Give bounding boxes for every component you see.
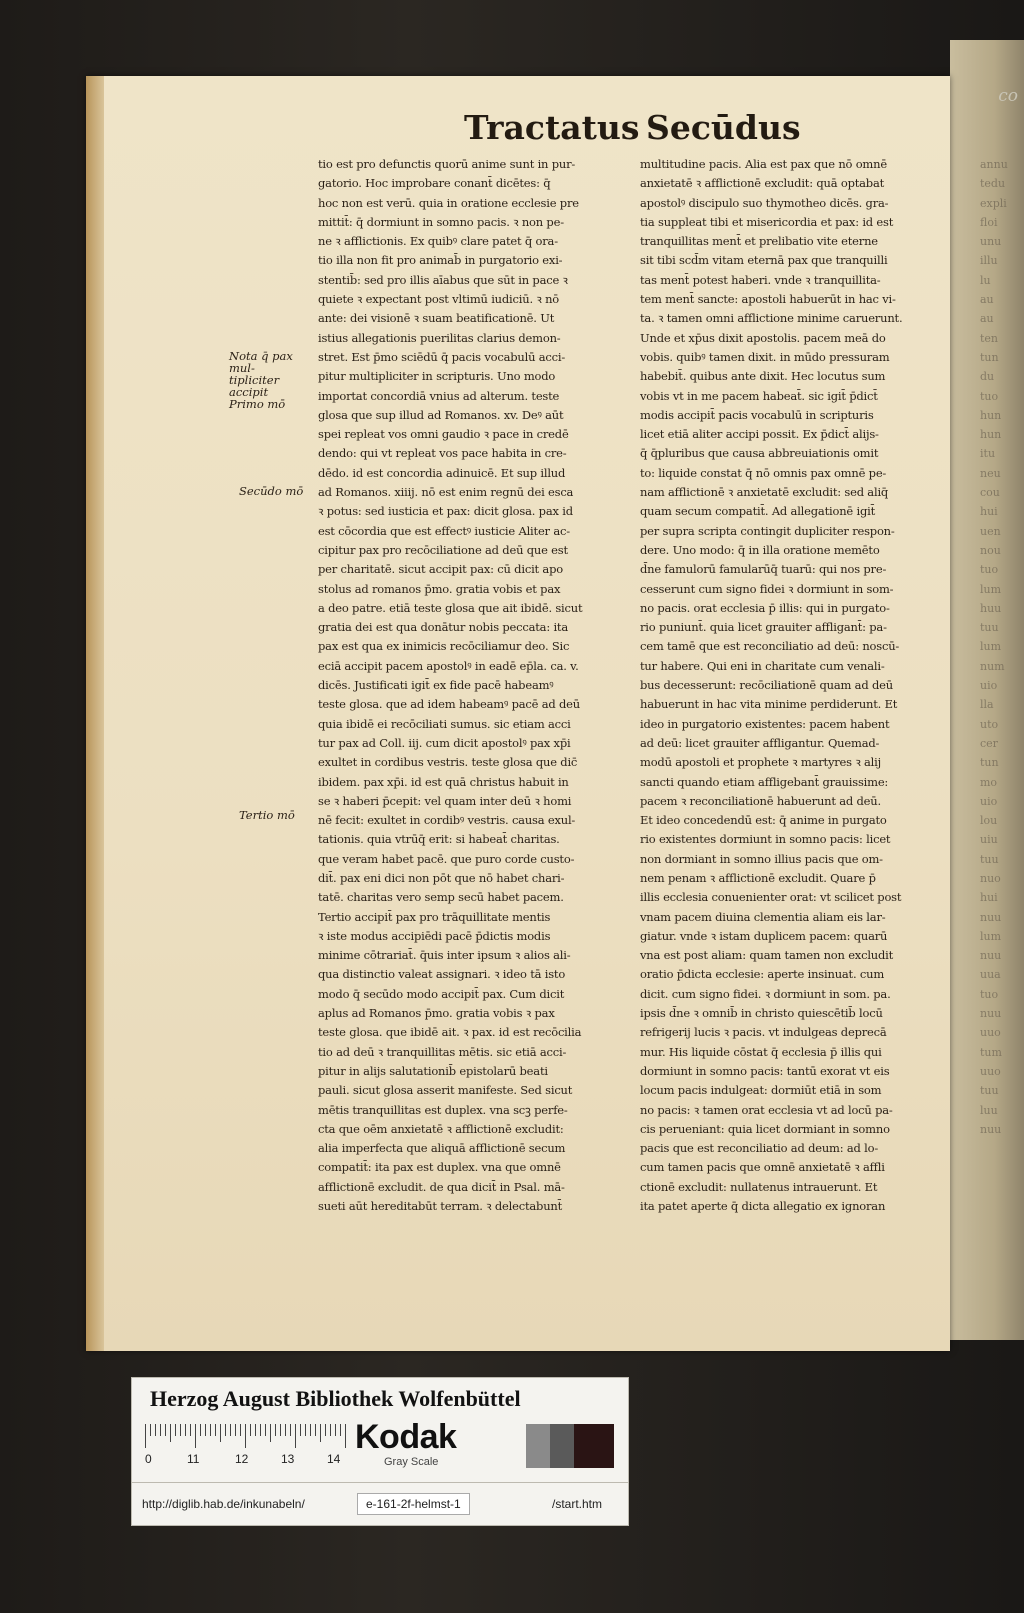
- ruler-scale: [145, 1424, 345, 1448]
- ruler-tick: [295, 1424, 296, 1448]
- ruler-tick: [330, 1424, 331, 1436]
- page-spine-shadow: [86, 76, 104, 1351]
- ruler-tick: [230, 1424, 231, 1436]
- url-base[interactable]: http://diglib.hab.de/inkunabeln/: [142, 1497, 305, 1511]
- ruler-tick: [185, 1424, 186, 1436]
- ruler-tick: [205, 1424, 206, 1436]
- kodak-logo: Kodak: [355, 1418, 457, 1456]
- ruler-tick: [315, 1424, 316, 1436]
- ruler-tick: [275, 1424, 276, 1436]
- gray-scale-label: Gray Scale: [384, 1456, 439, 1468]
- ruler-tick: [170, 1424, 171, 1442]
- ruler-tick: [165, 1424, 166, 1436]
- url-bar: [132, 1482, 628, 1526]
- ruler-tick: [150, 1424, 151, 1436]
- ruler-tick: [325, 1424, 326, 1436]
- ruler-tick: [195, 1424, 196, 1448]
- ruler-tick: [220, 1424, 221, 1442]
- ruler-tick: [200, 1424, 201, 1436]
- running-head: [464, 108, 904, 152]
- ruler-tick: [335, 1424, 336, 1436]
- text-column-right: [640, 155, 940, 1216]
- margin-note-2: Secūdo mō: [239, 484, 304, 498]
- ruler-tick: [280, 1424, 281, 1436]
- right-column-text: multitudine pacis. Alia est pax que nō omnē anxietatē ꝛ afflictionē excludit: quā optabat apostolꝰ discipulo suo thymotheo dicēs. gra- tia suppleat tibi et misericordia et pax: id est tranquillitas ment̄ et prelibatio vite eterne sit tibi scd̄m vitam eternā pax que tranquilli tas ment̄ potest haberi. vnde ꝛ tranquillita- tem ment̄ sancte: apostoli habuerūt in hac vi- ta. ꝛ tamen omni afflictione minime caruerunt. Unde et xp̄us dixit apostolis. pacem meā do vobis. quibꝰ tamen dixit. in mūdo pressuram habebit̄. quibus ante dixit. Hec locutus sum vobis vt in me pacem habeat̄. sic igit̄ p̄dict̄ modis accipit̄ pacis vocabulū in scripturis licet etiā aliter accipi possit. Ex p̄dict̄ alijs- q̄ q̄pluribus que causa abbreuiationis omit to: liquide constat q̄ nō omnis pax omnē pe- nam afflictionē ꝛ anxietatē excludit: sed aliq̄ quam secum compatit̄. Ad allegationē igit̄ per supra scripta contingit dupliciter respon- dere. Uno modo: q̄ in illa oratione memēto d̄ne famulorū famularūq̄ tuarū: qui nos pre- cesserunt cum signo fidei ꝛ dormiunt in som- no pacis. orat ecclesia p̄ illis: qui in purgato- rio puniunt̄. quia licet grauiter affligant̄: pa- cem tamē que est reconciliatio ad deū: noscū- tur habere. Qui eni in charitate cum venali- bus decesserunt: recōciliationē quam ad deū habuerunt in hac vita minime perdiderunt. Et ideo in purgatorio existentes: pacem habent ad deū: licet grauiter affligantur. Quemad- modū apostoli et prophete ꝛ martyres ꝛ alij sancti quando etiam affligebant̄ grauissime: pacem ꝛ reconciliationē habuerunt ad deū. Et ideo concedendū est: q̄ anime in purgato rio existentes dormiunt in somno pacis: licet non dormiant in somno illius pacis que om- nem penam ꝛ afflictionē excludit. Quare p̄ illis ecclesia conuenienter orat: vt scilicet post vnam pacem diuina clementia aliam eis lar- giatur. vnde ꝛ istam duplicem pacem: quarū vna est post aliam: quam tamen non excludit oratio p̄dicta ecclesie: aperte insinuat. cum dicit. cum signo fidei. ꝛ dormiunt in som. pa. ipsis d̄ne ꝛ omnib̄ in christo quiescētib̄ locū refrigerij lucis ꝛ pacis. vt indulgeas deprecā mur. His liquide cōstat q̄ ecclesia p̄ illis qui dormiunt in somno pacis: tantū exorat vt eis locum pacis indulgeat: dormiūt etiā in som no pacis: ꝛ tamen orat ecclesia vt ad locū pa- cis perueniant: quia licet dormiant in somno pacis que est reconciliatio ad deum: ad lo- cum tamen pacis que omnē anxietatē ꝛ affli ctionē excludit: nullatenus intrauerunt. Et ita patet aperte q̄ dicta allegatio ex ignoran: [640, 157, 903, 1214]
- gray-swatch-mid: [550, 1424, 574, 1468]
- ruler-tick: [225, 1424, 226, 1436]
- ruler-tick: [300, 1424, 301, 1436]
- left-column-text: tio est pro defunctis quorū anime sunt in pur- gatorio. Hoc improbare conant̄ dicētes: q̄ hoc non est verū. quia in oratione ecclesie pre mittit̄: q̄ dormiunt in somno pacis. ꝛ non pe- ne ꝛ afflictionis. Ex quibꝰ clare patet q̄ ora- tio illa non fit pro animab̄ in purgatorio exi- stentib̄: sed pro illis aīabus que sūt in pace ꝛ quiete ꝛ expectant post vltimū iudiciū. ꝛ nō ante: dei visionē ꝛ suam beatificationē. Ut istius allegationis puerilitas clarius demon- stret. Est p̄mo sciēdū q̄ pacis vocabulū acci- pitur multipliciter in scripturis. Uno modo importat concordiā vnius ad alterum. teste glosa que sup illud ad Romanos. xv. Deꝰ aūt spei repleat vos omni gaudio ꝛ pace in credē dendo: qui vt repleat vos pace habita in cre- dēdo. id est concordia adinuicē. Et sup illud ad Romanos. xiiij. nō est enim regnū dei esca ꝛ potus: sed iusticia et pax: dicit glosa. pax id est cōcordia que est effectꝰ iusticie Aliter ac- cipitur pax pro recōciliatione ad deū que est per charitatē. sicut accipit pax: cū dicit apo stolus ad romanos p̄mo. gratia vobis et pax a deo patre. etiā teste glosa que ait ibidē. sicut gratia dei est qua donātur nobis peccata: ita pax est qua ex inimicis recōciliamur deo. Sic eciā accipit pacem apostolꝰ in eadē ep̄la. ca. v. dicēs. Justificati igit̄ ex fide pacē habeamꝰ teste glosa. que ad idem habeamꝰ pacē ad deū quia ibidē ei recōciliati sumus. sic etiam acci tur pax ad Coll. iij. cum dicit apostolꝰ pax xp̄i exultet in cordibus vestris. teste glosa que dic̄ ibidem. pax xp̄i. id est quā christus habuit in se ꝛ haberi p̄cepit: vel quam inter deū ꝛ homi nē fecit: exultet in cordibꝰ vestris. causa exul- tationis. quia vtrūq̄ erit: si habeat̄ charitas. que veram habet pacē. que puro corde custo- dit̄. pax eni dici non pōt que nō habet chari- tatē. charitas vero semp secū habet pacem. Tertio accipit̄ pax pro trāquillitate mentis ꝛ iste modus accipiēdi pacē p̄dictis modis minime cōtrariat̄. q̄uis inter ipsum ꝛ alios ali- qua distinctio valeat assignari. ꝛ ideo tā isto modo q̄ secūdo modo accipit̄ pax. Cum dicit aplus ad Romanos p̄mo. gratia vobis ꝛ pax teste glosa. que ibidē ait. ꝛ pax. id est recōcilia tio ad deū ꝛ tranquillitas mētis. sic etiā acci- pitur in alijs salutationib̄ epistolarū beati pauli. sicut glosa asserit manifeste. Sed sicut mētis tranquillitas est duplex. vna scꝫ perfe- cta que oēm anxietatē ꝛ afflictionē excludit: alia imperfecta que aliquā afflictionē secum compatit̄: ita pax est duplex. vna que omnē afflictionē excludit. de qua dicit̄ in Psal. mā- sueti aūt hereditabūt terram. ꝛ delectabunt̄: [318, 157, 583, 1214]
- ruler-tick: [345, 1424, 346, 1448]
- gray-swatch-dark: [574, 1424, 614, 1468]
- ruler-tick: [290, 1424, 291, 1436]
- ruler-label: 11: [187, 1452, 200, 1466]
- ruler-label: 0: [145, 1452, 152, 1466]
- facing-page-corner-mark: co: [998, 86, 1018, 106]
- facing-page-text: annu tedu expli floi unu illu lu au au ten tun du tuo hun hun itu neu cou hui uen nou tuo lum huu tuu lum num uio lla uto cer tun mo uio lou uiu tuu nuo hui nuu lum nuu uua tuo nuu uuo tum uuo tuu luu nuu: [980, 158, 1008, 1136]
- ruler-tick: [215, 1424, 216, 1436]
- text-column-left: [318, 155, 618, 1216]
- ruler-tick: [270, 1424, 271, 1442]
- ruler-tick: [320, 1424, 321, 1442]
- margin-note-1: Nota q̄ pax mul- tipliciter accipit Primo mō: [229, 349, 293, 411]
- ruler-label: 13: [281, 1452, 295, 1466]
- ruler-tick: [155, 1424, 156, 1436]
- ruler-tick: [340, 1424, 341, 1436]
- ruler-tick: [210, 1424, 211, 1436]
- ruler-tick: [240, 1424, 241, 1436]
- running-head-word-1: Tractatus: [464, 108, 640, 147]
- ruler-tick: [180, 1424, 181, 1436]
- ruler-tick: [245, 1424, 246, 1448]
- ruler-tick: [175, 1424, 176, 1436]
- ruler-labels: [145, 1452, 345, 1468]
- facing-page-edge: [950, 40, 1024, 1340]
- ruler-tick: [250, 1424, 251, 1436]
- ruler-label: 14: [327, 1452, 341, 1466]
- ruler-tick: [265, 1424, 266, 1436]
- url-id-box[interactable]: e-161-2f-helmst-1: [357, 1493, 470, 1515]
- ruler-tick: [145, 1424, 146, 1448]
- url-suffix[interactable]: /start.htm: [552, 1497, 603, 1511]
- ruler-tick: [255, 1424, 256, 1436]
- gray-swatch-light: [526, 1424, 550, 1468]
- margin-note-3: Tertio mō: [239, 808, 295, 822]
- ruler-tick: [285, 1424, 286, 1436]
- color-target-card: [131, 1377, 629, 1526]
- ruler-tick: [235, 1424, 236, 1436]
- library-name: Herzog August Bibliothek Wolfenbüttel: [150, 1386, 521, 1411]
- ruler-tick: [260, 1424, 261, 1436]
- ruler-tick: [305, 1424, 306, 1436]
- ruler-tick: [160, 1424, 161, 1436]
- ruler-tick: [310, 1424, 311, 1436]
- running-head-word-2: Secūdus: [646, 108, 801, 147]
- ruler-label: 12: [235, 1452, 249, 1466]
- ruler-tick: [190, 1424, 191, 1436]
